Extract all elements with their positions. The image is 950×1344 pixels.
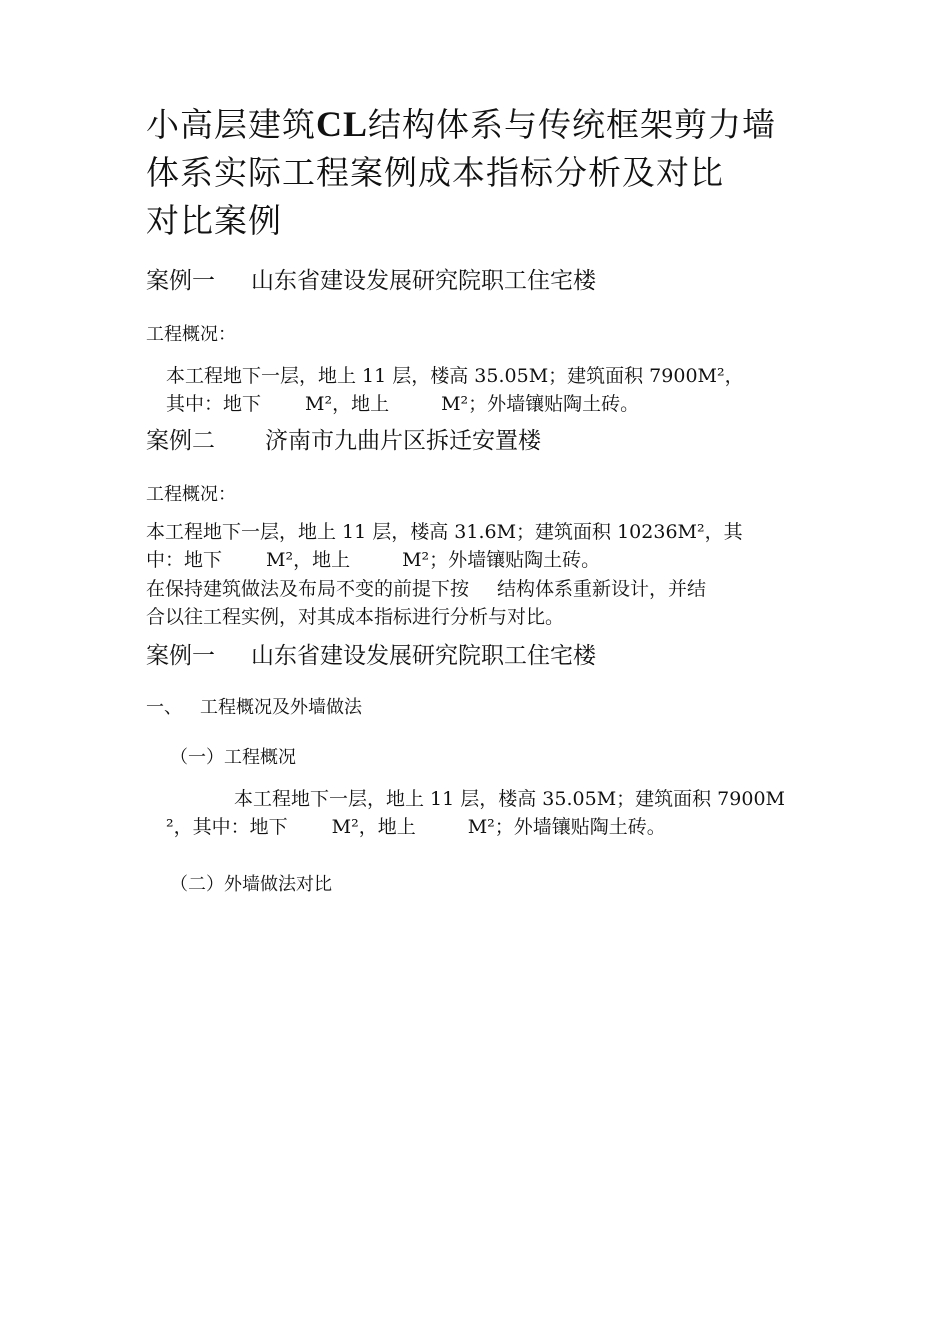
case2-label: 案例二: [146, 428, 215, 454]
detail-text-line-2: ²，其中：地下 M²，地上 M²；外墙镶贴陶土砖。: [166, 816, 666, 838]
subsection-1-heading: （一）工程概况: [170, 747, 296, 768]
case2-name: 济南市九曲片区拆迁安置楼: [265, 428, 541, 454]
case2-text-line-4: 合以往工程实例，对其成本指标进行分析与对比。: [146, 606, 565, 628]
case2-text-line-3: 在保持建筑做法及布局不变的前提下按 结构体系重新设计，并结: [146, 578, 707, 600]
case1-detail-heading: [146, 641, 596, 671]
case1-text-line-2: 其中：地下 M²，地上 M²；外墙镶贴陶土砖。: [166, 393, 640, 415]
detail-text-line-1: 本工程地下一层，地上 11 层，楼高 35.05M；建筑面积 7900M: [234, 788, 785, 810]
case1-name: 山东省建设发展研究院职工住宅楼: [251, 268, 596, 294]
section-1-heading: 一、 工程概况及外墙做法: [146, 697, 362, 718]
case1-detail-name: 山东省建设发展研究院职工住宅楼: [251, 643, 596, 669]
subsection-2-heading: （二）外墙做法对比: [170, 874, 332, 895]
title-line-3: 对比案例: [146, 201, 282, 240]
title-latin: CL: [316, 104, 369, 144]
title-line-2: 体系实际工程案例成本指标分析及对比: [146, 153, 724, 192]
case1-overview-label: 工程概况：: [146, 324, 236, 345]
case2-overview-label: 工程概况：: [146, 484, 236, 505]
case2-text-line-2: 中：地下 M²，地上 M²；外墙镶贴陶土砖。: [146, 549, 601, 571]
case2-text-line-1: 本工程地下一层，地上 11 层，楼高 31.6M；建筑面积 10236M²，其: [146, 521, 743, 543]
case1-label: 案例一: [146, 268, 215, 294]
case2-heading: [146, 426, 541, 456]
case1-heading: [146, 266, 596, 296]
case1-detail-label: 案例一: [146, 643, 215, 669]
title-line-1: 小高层建筑CL结构体系与传统框架剪力墙: [146, 104, 777, 144]
document-title: [146, 100, 826, 245]
case1-text-line-1: 本工程地下一层，地上 11 层，楼高 35.05M；建筑面积 7900M²，: [166, 365, 744, 387]
